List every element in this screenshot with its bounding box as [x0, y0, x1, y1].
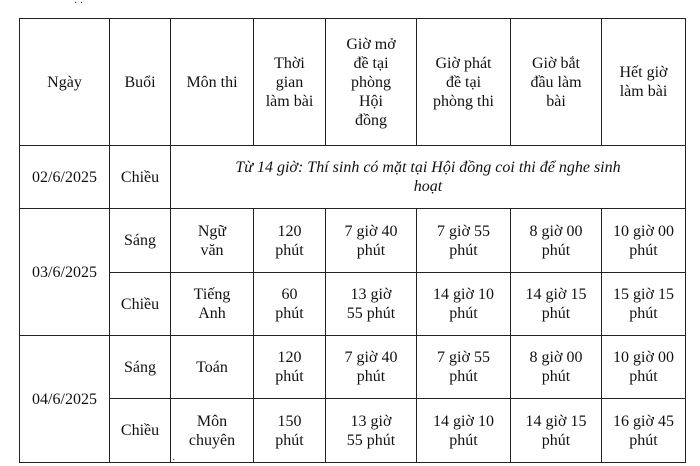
subject-cell: Tiếng Anh — [171, 273, 254, 336]
session-cell: Sáng — [110, 209, 171, 273]
header-session: Buổi — [110, 19, 171, 146]
end-time-cell: 10 giờ 00 phút — [602, 209, 686, 273]
distribute-time-cell: 14 giờ 10 phút — [417, 273, 511, 336]
duration-cell: 150 phút — [254, 399, 326, 463]
header-distribute-time: Giờ phát đề tại phòng thi — [417, 19, 511, 146]
top-scan-mark: · · — [74, 0, 84, 9]
header-end-time: Hết giờ làm bài — [602, 19, 686, 146]
session-cell: Chiều — [110, 399, 171, 463]
open-time-cell: 7 giờ 40 phút — [326, 336, 417, 399]
subject-cell: Ngữ văn — [171, 209, 254, 273]
table-row — [20, 146, 686, 209]
table-row — [20, 273, 686, 336]
duration-cell: 120 phút — [254, 209, 326, 273]
date-cell: 04/6/2025 — [20, 336, 110, 463]
end-time-cell: 16 giờ 45 phút — [602, 399, 686, 463]
bottom-scan-mark: · — [172, 455, 176, 466]
subject-cell: Môn chuyên — [171, 399, 254, 463]
date-cell: 03/6/2025 — [20, 209, 110, 336]
start-time-cell: 8 giờ 00 phút — [511, 209, 602, 273]
start-time-cell: 8 giờ 00 phút — [511, 336, 602, 399]
session-cell: Chiều — [110, 273, 171, 336]
duration-cell: 60 phút — [254, 273, 326, 336]
table-row — [20, 209, 686, 273]
header-duration: Thời gian làm bài — [254, 19, 326, 146]
start-time-cell: 14 giờ 15 phút — [511, 399, 602, 463]
header-start-time: Giờ bắt đầu làm bài — [511, 19, 602, 146]
duration-cell: 120 phút — [254, 336, 326, 399]
open-time-cell: 13 giờ 55 phút — [326, 273, 417, 336]
header-row — [20, 19, 686, 146]
start-time-cell: 14 giờ 15 phút — [511, 273, 602, 336]
header-date: Ngày — [20, 19, 110, 146]
exam-schedule-table — [19, 18, 686, 466]
session-cell: Chiều — [110, 146, 171, 209]
end-time-cell: 10 giờ 00 phút — [602, 336, 686, 399]
open-time-cell: 7 giờ 40 phút — [326, 209, 417, 273]
assembly-note: Từ 14 giờ: Thí sinh có mặt tại Hội đồng coi thi để nghe sinh hoạt — [171, 146, 686, 209]
table-row — [20, 399, 686, 463]
header-subject: Môn thi — [171, 19, 254, 146]
subject-cell: Toán — [171, 336, 254, 399]
date-cell: 02/6/2025 — [20, 146, 110, 209]
distribute-time-cell: 7 giờ 55 phút — [417, 336, 511, 399]
table-row — [20, 336, 686, 399]
header-open-time: Giờ mở đề tại phòng Hội đồng — [326, 19, 417, 146]
distribute-time-cell: 7 giờ 55 phút — [417, 209, 511, 273]
distribute-time-cell: 14 giờ 10 phút — [417, 399, 511, 463]
end-time-cell: 15 giờ 15 phút — [602, 273, 686, 336]
session-cell: Sáng — [110, 336, 171, 399]
open-time-cell: 13 giờ 55 phút — [326, 399, 417, 463]
